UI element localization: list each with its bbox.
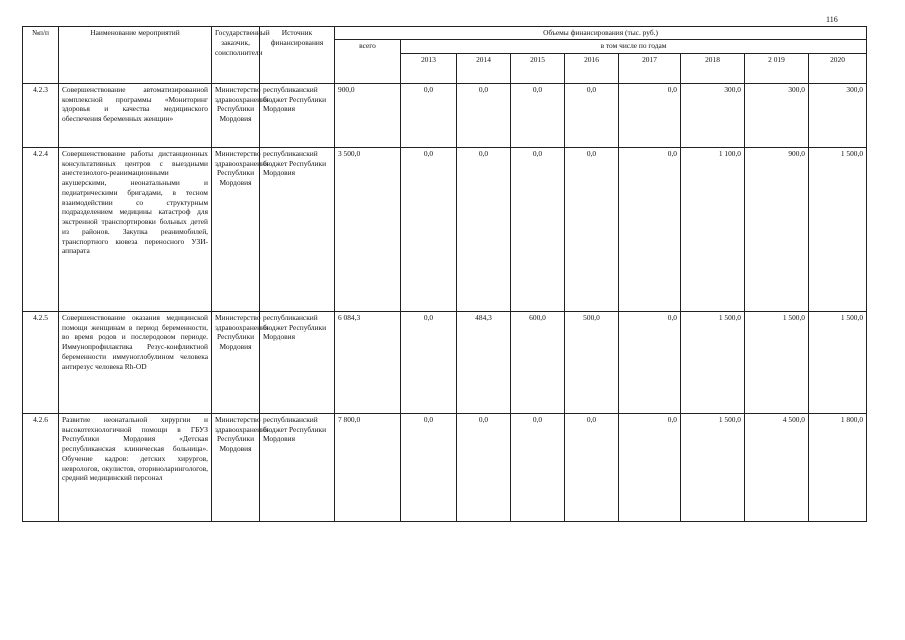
row-year-value: 0,0 xyxy=(619,83,681,147)
row-customer: Министерство здравоохранения Республики Мордовия xyxy=(212,83,260,147)
table-row xyxy=(23,413,867,521)
row-source: республиканский бюджет Республики Мордовия xyxy=(260,147,335,311)
row-year-value: 300,0 xyxy=(745,83,809,147)
header-volume: Объемы финансирования (тыс. руб.) xyxy=(335,27,867,40)
row-source: республиканский бюджет Республики Мордовия xyxy=(260,413,335,521)
row-year-value: 0,0 xyxy=(511,147,565,311)
row-year-value: 0,0 xyxy=(401,413,457,521)
row-year-value: 0,0 xyxy=(565,83,619,147)
row-year-value: 600,0 xyxy=(511,311,565,413)
row-year-value: 1 500,0 xyxy=(809,147,867,311)
row-year-value: 0,0 xyxy=(511,413,565,521)
row-year-value: 0,0 xyxy=(619,147,681,311)
page-number: 116 xyxy=(826,15,838,24)
row-customer: Министерство здравоохранения Республики Мордовия xyxy=(212,413,260,521)
year-header: 2013 xyxy=(401,53,457,83)
row-name: Развитие неонатальной хирургии и высокотехнологичной помощи в ГБУЗ Республики Мордовия «Детская республиканская клиническая больница». Обучение кадров: детских хирургов, неврологов, окулистов, оториноларингологов, средний медицинский персонал xyxy=(59,413,212,521)
year-header: 2015 xyxy=(511,53,565,83)
row-year-value: 1 500,0 xyxy=(681,413,745,521)
row-year-value: 0,0 xyxy=(565,413,619,521)
year-header: 2018 xyxy=(681,53,745,83)
year-header: 2020 xyxy=(809,53,867,83)
row-name: Совершенствование автоматизированной комплексной программы «Мониторинг здоровья и качества медицинского обеспечения беременных женщин» xyxy=(59,83,212,147)
row-customer: Министерство здравоохранения Республики Мордовия xyxy=(212,147,260,311)
row-num: 4.2.3 xyxy=(23,83,59,147)
row-year-value: 0,0 xyxy=(457,147,511,311)
row-total: 3 500,0 xyxy=(335,147,401,311)
row-year-value: 1 500,0 xyxy=(745,311,809,413)
year-header: 2014 xyxy=(457,53,511,83)
header-name: Наименование мероприятий xyxy=(59,27,212,84)
year-header: 2017 xyxy=(619,53,681,83)
row-year-value: 1 500,0 xyxy=(681,311,745,413)
row-year-value: 0,0 xyxy=(619,311,681,413)
header-customer: Государственный заказчик, соисполнители xyxy=(212,27,260,84)
row-year-value: 1 800,0 xyxy=(809,413,867,521)
row-year-value: 0,0 xyxy=(457,83,511,147)
header-by-years: в том числе по годам xyxy=(401,39,867,53)
table-row xyxy=(23,311,867,413)
row-total: 900,0 xyxy=(335,83,401,147)
row-year-value: 0,0 xyxy=(401,147,457,311)
header-source: Источник финансирования xyxy=(260,27,335,84)
row-year-value: 300,0 xyxy=(681,83,745,147)
row-year-value: 0,0 xyxy=(401,311,457,413)
row-year-value: 0,0 xyxy=(619,413,681,521)
row-year-value: 500,0 xyxy=(565,311,619,413)
financing-table xyxy=(22,26,867,522)
row-year-value: 900,0 xyxy=(745,147,809,311)
year-header: 2 019 xyxy=(745,53,809,83)
row-year-value: 0,0 xyxy=(565,147,619,311)
row-source: республиканский бюджет Республики Мордовия xyxy=(260,311,335,413)
row-year-value: 484,3 xyxy=(457,311,511,413)
row-year-value: 1 100,0 xyxy=(681,147,745,311)
row-customer: Министерство здравоохранения Республики Мордовия xyxy=(212,311,260,413)
row-year-value: 0,0 xyxy=(457,413,511,521)
row-year-value: 0,0 xyxy=(511,83,565,147)
header-total: всего xyxy=(335,39,401,83)
row-name: Совершенствование работы дистанционных консультативных центров с выездными анестезиолого-реанимационными акушерскими, неонатальными и педиатрическими бригадами, в тесном взаимодействии со структурным подразделением медицины катастроф для экстренной транспортировки больных детей из районов. Закупка реанимобилей, транспортного кювеза переносного УЗИ-аппарата xyxy=(59,147,212,311)
row-source: республиканский бюджет Республики Мордовия xyxy=(260,83,335,147)
header-num: №п/п xyxy=(23,27,59,84)
table-row xyxy=(23,83,867,147)
row-year-value: 1 500,0 xyxy=(809,311,867,413)
row-year-value: 300,0 xyxy=(809,83,867,147)
row-total: 6 084,3 xyxy=(335,311,401,413)
row-total: 7 800,0 xyxy=(335,413,401,521)
row-name: Совершенствование оказания медицинской помощи женщинам в период беременности, во время родов и послеродовом периоде. Иммунопрофилактика Резус-конфликтной беременности иммуноглобулином человека антирезус человека Rh-OD xyxy=(59,311,212,413)
row-num: 4.2.4 xyxy=(23,147,59,311)
row-year-value: 0,0 xyxy=(401,83,457,147)
table-row xyxy=(23,147,867,311)
row-year-value: 4 500,0 xyxy=(745,413,809,521)
year-header: 2016 xyxy=(565,53,619,83)
row-num: 4.2.5 xyxy=(23,311,59,413)
row-num: 4.2.6 xyxy=(23,413,59,521)
